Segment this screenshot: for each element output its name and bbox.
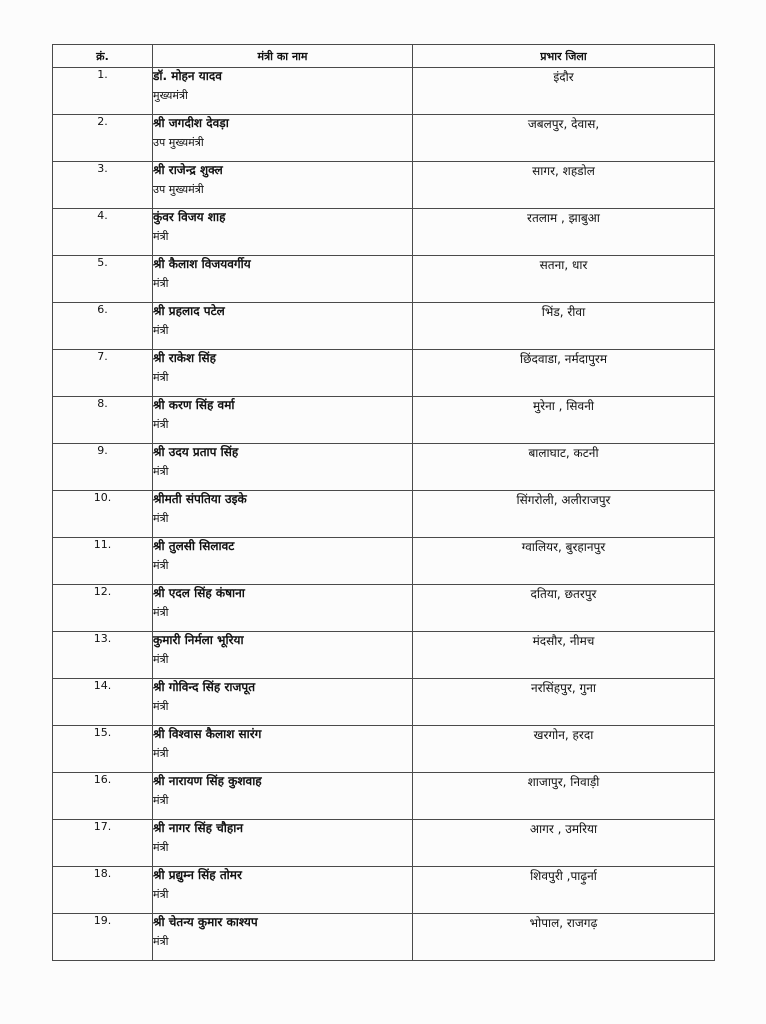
- serial-number: 1.: [53, 68, 153, 115]
- serial-number: 16.: [53, 773, 153, 820]
- serial-number: 15.: [53, 726, 153, 773]
- table-row: [53, 256, 715, 303]
- table-row: [53, 914, 715, 961]
- minister-name: डॉ. मोहन यादव: [153, 69, 222, 83]
- header-district: प्रभार जिला: [413, 45, 715, 68]
- minister-cell: [153, 444, 413, 491]
- minister-role: मंत्री: [153, 418, 169, 431]
- minister-cell: [153, 867, 413, 914]
- serial-number: 10.: [53, 491, 153, 538]
- minister-name: श्रीमती संपतिया उइके: [153, 492, 247, 506]
- minister-name: श्री प्रद्युम्न सिंह तोमर: [153, 868, 242, 882]
- minister-name: कुमारी निर्मला भूरिया: [153, 633, 244, 647]
- table-row: [53, 350, 715, 397]
- minister-role: मंत्री: [153, 606, 169, 619]
- serial-number: 3.: [53, 162, 153, 209]
- minister-name: श्री करण सिंह वर्मा: [153, 398, 235, 412]
- minister-name: श्री नारायण सिंह कुशवाह: [153, 774, 262, 788]
- serial-number: 2.: [53, 115, 153, 162]
- header-serial-number: क्रं.: [53, 45, 153, 68]
- minister-cell: [153, 538, 413, 585]
- minister-role: मंत्री: [153, 794, 169, 807]
- table-row: [53, 68, 715, 115]
- minister-name: श्री विश्वास कैलाश सारंग: [153, 727, 262, 741]
- minister-name: श्री राजेन्द्र शुक्ल: [153, 163, 223, 177]
- table-row: [53, 867, 715, 914]
- serial-number: 6.: [53, 303, 153, 350]
- serial-number: 19.: [53, 914, 153, 961]
- table-row: [53, 773, 715, 820]
- minister-cell: [153, 303, 413, 350]
- serial-number: 11.: [53, 538, 153, 585]
- minister-name: श्री प्रहलाद पटेल: [153, 304, 225, 318]
- serial-number: 17.: [53, 820, 153, 867]
- minister-role: मंत्री: [153, 559, 169, 572]
- minister-name: श्री तुलसी सिलावट: [153, 539, 235, 553]
- district-assignment: दतिया, छतरपुर: [413, 585, 715, 632]
- minister-role: उप मुख्यमंत्री: [153, 183, 204, 196]
- minister-name: कुंवर विजय शाह: [153, 210, 226, 224]
- minister-cell: [153, 115, 413, 162]
- district-assignment: मंदसौर, नीमच: [413, 632, 715, 679]
- table-row: [53, 585, 715, 632]
- serial-number: 4.: [53, 209, 153, 256]
- minister-role: मंत्री: [153, 747, 169, 760]
- minister-cell: [153, 820, 413, 867]
- minister-cell: [153, 350, 413, 397]
- minister-role: मंत्री: [153, 700, 169, 713]
- district-assignment: आगर , उमरिया: [413, 820, 715, 867]
- minister-name: श्री एदल सिंह कंषाना: [153, 586, 245, 600]
- district-assignment: नरसिंहपुर, गुना: [413, 679, 715, 726]
- table-row: [53, 820, 715, 867]
- minister-role: मंत्री: [153, 230, 169, 243]
- minister-role: मंत्री: [153, 277, 169, 290]
- district-assignment: सागर, शहडोल: [413, 162, 715, 209]
- table-row: [53, 491, 715, 538]
- minister-cell: [153, 256, 413, 303]
- table-body: [53, 68, 715, 961]
- serial-number: 12.: [53, 585, 153, 632]
- serial-number: 5.: [53, 256, 153, 303]
- table-row: [53, 303, 715, 350]
- minister-cell: [153, 209, 413, 256]
- table-row: [53, 162, 715, 209]
- minister-name: श्री चेतन्य कुमार काश्यप: [153, 915, 258, 929]
- minister-role: मंत्री: [153, 324, 169, 337]
- serial-number: 9.: [53, 444, 153, 491]
- district-assignment: रतलाम , झाबुआ: [413, 209, 715, 256]
- table-row: [53, 726, 715, 773]
- minister-cell: [153, 632, 413, 679]
- minister-role: मंत्री: [153, 841, 169, 854]
- district-assignment: इंदौर: [413, 68, 715, 115]
- district-assignment: जबलपुर, देवास,: [413, 115, 715, 162]
- minister-role: मंत्री: [153, 653, 169, 666]
- district-assignment: शाजापुर, निवाड़ी: [413, 773, 715, 820]
- table-row: [53, 397, 715, 444]
- minister-role: मुख्यमंत्री: [153, 89, 188, 102]
- minister-role: मंत्री: [153, 512, 169, 525]
- serial-number: 14.: [53, 679, 153, 726]
- serial-number: 18.: [53, 867, 153, 914]
- minister-cell: [153, 773, 413, 820]
- minister-name: श्री राकेश सिंह: [153, 351, 216, 365]
- table-row: [53, 444, 715, 491]
- district-assignment: सतना, धार: [413, 256, 715, 303]
- minister-cell: [153, 68, 413, 115]
- district-assignment: छिंदवाडा, नर्मदापुरम: [413, 350, 715, 397]
- minister-cell: [153, 397, 413, 444]
- district-assignment: भोपाल, राजगढ़: [413, 914, 715, 961]
- district-assignment: सिंगरोली, अलीराजपुर: [413, 491, 715, 538]
- minister-cell: [153, 914, 413, 961]
- table-row: [53, 679, 715, 726]
- minister-cell: [153, 585, 413, 632]
- minister-role: मंत्री: [153, 935, 169, 948]
- serial-number: 8.: [53, 397, 153, 444]
- ministers-district-table: [52, 44, 715, 961]
- district-assignment: ग्वालियर, बुरहानपुर: [413, 538, 715, 585]
- minister-cell: [153, 491, 413, 538]
- header-minister-name: मंत्री का नाम: [153, 45, 413, 68]
- minister-role: उप मुख्यमंत्री: [153, 136, 204, 149]
- serial-number: 7.: [53, 350, 153, 397]
- district-assignment: भिंड, रीवा: [413, 303, 715, 350]
- district-assignment: शिवपुरी ,पाढ़ुर्ना: [413, 867, 715, 914]
- district-assignment: खरगोन, हरदा: [413, 726, 715, 773]
- district-assignment: मुरेना , सिवनी: [413, 397, 715, 444]
- minister-cell: [153, 726, 413, 773]
- minister-name: श्री नागर सिंह चौहान: [153, 821, 244, 835]
- minister-cell: [153, 162, 413, 209]
- minister-role: मंत्री: [153, 888, 169, 901]
- table-row: [53, 115, 715, 162]
- minister-role: मंत्री: [153, 465, 169, 478]
- serial-number: 13.: [53, 632, 153, 679]
- table-row: [53, 209, 715, 256]
- minister-name: श्री गोविन्द सिंह राजपूत: [153, 680, 256, 694]
- minister-name: श्री कैलाश विजयवर्गीय: [153, 257, 251, 271]
- table-header-row: [53, 45, 715, 68]
- minister-name: श्री उदय प्रताप सिंह: [153, 445, 239, 459]
- minister-role: मंत्री: [153, 371, 169, 384]
- minister-name: श्री जगदीश देवड़ा: [153, 116, 229, 130]
- district-assignment: बालाघाट, कटनी: [413, 444, 715, 491]
- table-row: [53, 538, 715, 585]
- table-row: [53, 632, 715, 679]
- minister-cell: [153, 679, 413, 726]
